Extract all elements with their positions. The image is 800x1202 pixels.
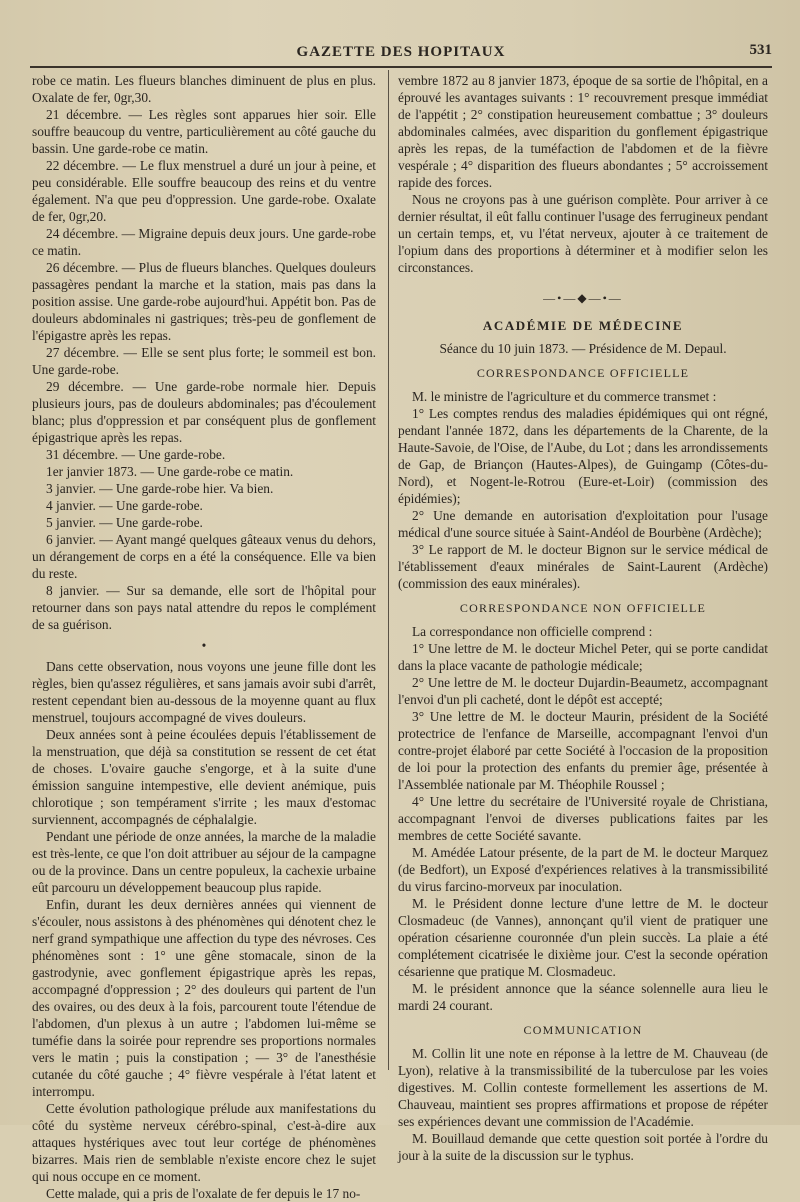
unofficial-item: 3° Une lettre de M. le docteur Maurin, président de la Société protectrice de l'enfance de Marseille, accompagnant l'envoi d'un contre-projet élaboré par cette Société à l'occasion de la proposition de loi pour la protection des enfants du premier âge, présentée à l'Assemblée nationale par M. Théophile Roussel ;: [398, 709, 768, 792]
discussion-paragraph: Cette malade, qui a pris de l'oxalate de fer depuis le 17 no-: [46, 1186, 361, 1201]
newspaper-title: GAZETTE DES HOPITAUX: [296, 44, 506, 60]
log-entry: robe ce matin. Les flueurs blanches diminuent de plus en plus. Oxalate de fer, 0gr,30.: [32, 73, 376, 105]
log-entry: 22 décembre. — Le flux menstruel a duré un jour à peine, et peu considérable. Elle souffre beaucoup des reins et du ventre également. N'a que peu d'oppression. Une garde-robe. Oxalate de fer, 0gr,20.: [32, 158, 376, 224]
communication-paragraph: M. Bouillaud demande que cette question soit portée à l'ordre du jour à la suite de la discussion sur le typhus.: [398, 1131, 768, 1163]
unofficial-correspondence-title: CORRESPONDANCE NON OFFICIELLE: [459, 601, 707, 615]
section-ornament: —•—◆—•—: [543, 291, 623, 305]
log-entry: 31 décembre. — Une garde-robe.: [46, 447, 226, 462]
unofficial-item: La correspondance non officielle comprend :: [412, 624, 653, 639]
unofficial-item: 1° Une lettre de M. le docteur Michel Peter, qui se porte candidat dans la place vacante de pathologie médicale;: [398, 641, 768, 673]
unofficial-item: 4° Une lettre du secrétaire de l'Université royale de Christiana, accompagnant l'envoi de diverses publications faites par les membres de cette Société savante.: [398, 794, 768, 843]
right-column: [398, 72, 768, 1164]
log-entry: 21 décembre. — Les règles sont apparues hier soir. Elle souffre beaucoup du ventre, particulièrement au côté gauche du bassin. Une garde-robe ce matin.: [32, 107, 376, 156]
page-number: 531: [749, 42, 772, 58]
log-entry: 6 janvier. — Ayant mangé quelques gâteaux venus du dehors, un dérangement de corps en a été la conséquence. Elle va bien du reste.: [32, 532, 376, 581]
log-entry: 5 janvier. — Une garde-robe.: [46, 515, 203, 530]
official-item: 2° Une demande en autorisation d'exploitation pour l'usage médical d'une source située à Saint-Andéol de Bourbène (Ardèche);: [398, 508, 768, 540]
separator-dot: •: [201, 638, 207, 653]
discussion-paragraph: Pendant une période de onze années, la marche de la maladie est très-lente, ce que l'on doit attribuer au séjour de la campagne ou de la province. Dans un centre populeux, la cachexie urbaine eût parcouru un développement beaucoup plus rapide.: [32, 829, 376, 895]
page-header: [30, 38, 772, 64]
academy-title: ACADÉMIE DE MÉDECINE: [482, 318, 684, 333]
header-rule: [30, 66, 772, 68]
log-entry: 1er janvier 1873. — Une garde-robe ce matin.: [46, 464, 294, 479]
communication-title: COMMUNICATION: [523, 1023, 643, 1037]
discussion-paragraph: Dans cette observation, nous voyons une jeune fille dont les règles, bien qu'assez régulières, et sans jamais avoir subi d'arrêt, restent cependant bien au-dessous de la moyenne quant au flux menstruel, toujours accompagné de vives douleurs.: [32, 659, 376, 725]
log-entry: 4 janvier. — Une garde-robe.: [46, 498, 203, 513]
unofficial-item: M. le président annonce que la séance solennelle aura lieu le mardi 24 courant.: [398, 981, 768, 1013]
log-entry: 29 décembre. — Une garde-robe normale hier. Depuis plusieurs jours, pas de douleurs abdominales; pas d'écoulement blanc; plus d'oppression et par conséquent plus de gonflement épigastrique après les repas.: [32, 379, 376, 445]
left-column: [32, 72, 376, 1202]
official-item: M. le ministre de l'agriculture et du commerce transmet :: [412, 389, 717, 404]
unofficial-item: M. le Président donne lecture d'une lettre de M. le docteur Closmadeuc (de Vannes), annonçant qu'il vient de pratiquer une opération césarienne couronnée d'un plein succès. La plaie a été complétement cicatrisée le dixième jour. C'est la seconde opération césarienne que pratique M. Closmadeuc.: [398, 896, 768, 979]
log-entry: 27 décembre. — Elle se sent plus forte; le sommeil est bon. Une garde-robe.: [32, 345, 376, 377]
official-correspondence-title: CORRESPONDANCE OFFICIELLE: [476, 366, 690, 380]
log-entry: 8 janvier. — Sur sa demande, elle sort de l'hôpital pour retourner dans son pays natal attendre du repos le complément de sa guérison.: [32, 583, 376, 632]
official-item: 3° Le rapport de M. le docteur Bignon sur le service médical de l'établissement d'eaux minérales de Saint-Laurent (Ardèche) (commission des eaux minérales).: [398, 542, 768, 591]
discussion-paragraph: Enfin, durant les deux dernières années qui viennent de s'écouler, nous assistons à des phénomènes qui dénotent chez le nerf grand sympathique une affection du type des névroses. Ces phénomènes sont : 1° une gêne stomacale, sinon de la gastrodynie, avec gonflement épigastrique après les repas, accompagné d'oppression ; 2° des douleurs qui partent de l'un des ovaires, ou des deux à la fois, parcourent toute l'étendue de l'abdomen, d'un plexus à un autre ; l'abdomen lui-même se tuméfie dans la soirée pour reprendre ses proportions normales vers le matin ; puis la constipation ; — 3° de l'anesthésie cutanée du côté gauche ; 4° fièvre vespérale à l'état latent et interrompu.: [32, 897, 376, 1099]
log-entry: 3 janvier. — Une garde-robe hier. Va bien.: [46, 481, 274, 496]
unofficial-item: 2° Une lettre de M. le docteur Dujardin-Beaumetz, accompagnant l'envoi d'un pli cacheté, dont le dépôt est accepté;: [398, 675, 768, 707]
communication-paragraph: M. Collin lit une note en réponse à la lettre de M. Chauveau (de Lyon), relative à la transmissibilité de la tuberculose par les voies digestives. M. Collin conteste formellement les assertions de M. Chauveau, maintient ses propres affirmations et propose de répéter ses expériences devant une commission de l'Académie.: [398, 1046, 768, 1129]
discussion-paragraph: Deux années sont à peine écoulées depuis l'établissement de la menstruation, que déjà sa constitution se ressent de cet état de choses. L'ovaire gauche s'engorge, et à la suite d'une émission sanguine intempestive, elle devient anémique, puis chlorotique ; son tempérament s'irrite ; les maux d'estomac surviennent, accompagnés de céphalalgie.: [32, 727, 376, 827]
log-entry: 24 décembre. — Migraine depuis deux jours. Une garde-robe ce matin.: [32, 226, 376, 258]
log-entry: 26 décembre. — Plus de flueurs blanches. Quelques douleurs passagères pendant la marche et la station, mais pas dans la position assise. Une garde-robe aujourd'hui. Appétit bon. Pas de douleurs abdominales ni gastriques; très-peu de gonflement de l'épigastre après les repas.: [32, 260, 376, 343]
discussion-paragraph: Cette évolution pathologique prélude aux manifestations du côté du système nerveux cérébro-spinal, c'est-à-dire aux attaques hystériques avec tout leur cortége de phénomènes bizarres. Mais rien de semblable n'existe encore chez le sujet qui nous occupe en ce moment.: [32, 1101, 376, 1184]
official-item: 1° Les comptes rendus des maladies épidémiques qui ont régné, pendant l'année 1872, dans les départements de la Charente, de la Haute-Savoie, de l'Oise, de l'Aube, du Lot ; dans les arrondissements de Gap, de Briançon (Hautes-Alpes), de Guingamp (Côtes-du-Nord), et Nogent-le-Rotrou (Eure-et-Loir) (commission des épidémies);: [398, 406, 768, 506]
unofficial-item: M. Amédée Latour présente, de la part de M. le docteur Marquez (de Bedfort), un Exposé d'expériences relatives à la transmissibilité du virus farcino-morveux par inoculation.: [398, 845, 768, 894]
intro-paragraph: vembre 1872 au 8 janvier 1873, époque de sa sortie de l'hôpital, en a éprouvé les avantages suivants : 1° recouvrement presque immédiat de l'appétit ; 2° constipation heureusement combattue ; 3° douleurs abdominales calmées, avec disparition du gonflement épigastrique après les repas, de la tuméfaction de l'abdomen et de la fièvre vespérale ; 4° disparition des flueurs abondantes ; 5° accroissement rapide des forces.: [398, 73, 768, 190]
session-line: Séance du 10 juin 1873. — Présidence de M. Depaul.: [439, 341, 727, 356]
column-divider: [388, 70, 389, 1070]
intro-paragraph: Nous ne croyons pas à une guérison complète. Pour arriver à ce dernier résultat, il eût fallu continuer l'usage des ferrugineux pendant un certain temps, et, vu l'état nerveux, ajouter à ce traitement de l'opium dans des proportions à déterminer et à modifier selon les circonstances.: [398, 192, 768, 275]
